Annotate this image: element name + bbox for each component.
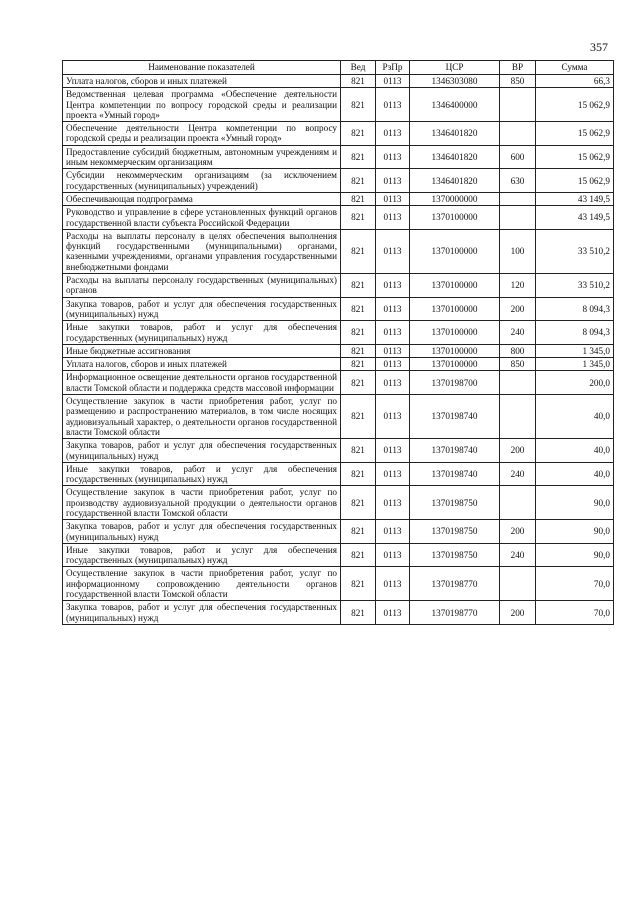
cell-ved: 821 bbox=[341, 75, 376, 88]
cell-rzpr: 0113 bbox=[376, 439, 410, 463]
cell-ved: 821 bbox=[341, 274, 376, 298]
cell-vr: 200 bbox=[500, 520, 536, 544]
cell-vr: 100 bbox=[500, 229, 536, 273]
cell-rzpr: 0113 bbox=[376, 358, 410, 371]
cell-vr: 850 bbox=[500, 358, 536, 371]
cell-name: Иные закупки товаров, работ и услуг для обеспечения государственных (муниципальных) нужд bbox=[63, 321, 341, 345]
table-row bbox=[63, 145, 614, 169]
cell-vr: 630 bbox=[500, 169, 536, 193]
cell-csr: 1370198770 bbox=[410, 601, 500, 625]
cell-name: Закупка товаров, работ и услуг для обеспечения государственных (муниципальных) нужд bbox=[63, 439, 341, 463]
cell-sum: 90,0 bbox=[536, 486, 614, 520]
table-row bbox=[63, 344, 614, 357]
cell-name: Осуществление закупок в части приобретения работ, услуг по размещению и распространению материалов, в том числе носящих аудиовизуальный характер, о деятельности органов государственной власти Томской области bbox=[63, 395, 341, 439]
cell-rzpr: 0113 bbox=[376, 601, 410, 625]
cell-rzpr: 0113 bbox=[376, 486, 410, 520]
cell-vr bbox=[500, 371, 536, 395]
cell-vr bbox=[500, 395, 536, 439]
cell-name: Иные закупки товаров, работ и услуг для обеспечения государственных (муниципальных) нужд bbox=[63, 462, 341, 486]
cell-sum: 1 345,0 bbox=[536, 358, 614, 371]
cell-sum: 15 062,9 bbox=[536, 145, 614, 169]
cell-vr bbox=[500, 206, 536, 230]
table-header-row bbox=[63, 61, 614, 75]
cell-csr: 1370198740 bbox=[410, 462, 500, 486]
cell-sum: 33 510,2 bbox=[536, 274, 614, 298]
cell-csr: 1346401820 bbox=[410, 122, 500, 146]
cell-ved: 821 bbox=[341, 601, 376, 625]
table-row bbox=[63, 543, 614, 567]
cell-ved: 821 bbox=[341, 543, 376, 567]
cell-sum: 90,0 bbox=[536, 520, 614, 544]
cell-csr: 1370198740 bbox=[410, 395, 500, 439]
cell-csr: 1370198750 bbox=[410, 486, 500, 520]
cell-csr: 1370100000 bbox=[410, 344, 500, 357]
table-row bbox=[63, 321, 614, 345]
cell-name: Руководство и управление в сфере установленных функций органов государственной власти субъекта Российской Федерации bbox=[63, 206, 341, 230]
header-sum: Сумма bbox=[536, 61, 614, 75]
cell-rzpr: 0113 bbox=[376, 206, 410, 230]
table-row bbox=[63, 122, 614, 146]
cell-ved: 821 bbox=[341, 206, 376, 230]
cell-rzpr: 0113 bbox=[376, 567, 410, 601]
cell-vr: 240 bbox=[500, 462, 536, 486]
cell-name: Обеспечивающая подпрограмма bbox=[63, 192, 341, 205]
cell-sum: 40,0 bbox=[536, 439, 614, 463]
cell-vr: 120 bbox=[500, 274, 536, 298]
cell-name: Закупка товаров, работ и услуг для обеспечения государственных (муниципальных) нужд bbox=[63, 297, 341, 321]
cell-name: Осуществление закупок в части приобретения работ, услуг по производству аудиовизуальной продукции о деятельности органов государственной власти Томской области bbox=[63, 486, 341, 520]
table-row bbox=[63, 358, 614, 371]
cell-csr: 1370100000 bbox=[410, 206, 500, 230]
cell-ved: 821 bbox=[341, 297, 376, 321]
cell-rzpr: 0113 bbox=[376, 274, 410, 298]
table-row bbox=[63, 567, 614, 601]
cell-ved: 821 bbox=[341, 229, 376, 273]
cell-ved: 821 bbox=[341, 358, 376, 371]
table-row bbox=[63, 486, 614, 520]
table-row bbox=[63, 462, 614, 486]
header-ved: Вед bbox=[341, 61, 376, 75]
cell-csr: 1370198770 bbox=[410, 567, 500, 601]
cell-ved: 821 bbox=[341, 439, 376, 463]
table-row bbox=[63, 274, 614, 298]
cell-name: Субсидии некоммерческим организациям (за исключением государственных (муниципальных) учреждений) bbox=[63, 169, 341, 193]
table-row bbox=[63, 395, 614, 439]
table-row bbox=[63, 88, 614, 122]
table-row bbox=[63, 229, 614, 273]
cell-csr: 1370100000 bbox=[410, 229, 500, 273]
cell-rzpr: 0113 bbox=[376, 543, 410, 567]
table-row bbox=[63, 520, 614, 544]
cell-sum: 40,0 bbox=[536, 395, 614, 439]
table-row bbox=[63, 601, 614, 625]
cell-sum: 43 149,5 bbox=[536, 206, 614, 230]
cell-name: Иные закупки товаров, работ и услуг для обеспечения государственных (муниципальных) нужд bbox=[63, 543, 341, 567]
cell-ved: 821 bbox=[341, 520, 376, 544]
cell-vr: 240 bbox=[500, 321, 536, 345]
cell-name: Обеспечение деятельности Центра компетенции по вопросу городской среды и реализации проекта «Умный город» bbox=[63, 122, 341, 146]
cell-sum: 8 094,3 bbox=[536, 297, 614, 321]
table-body bbox=[63, 75, 614, 625]
cell-vr bbox=[500, 486, 536, 520]
cell-vr: 200 bbox=[500, 439, 536, 463]
cell-csr: 1370100000 bbox=[410, 274, 500, 298]
cell-csr: 1370198740 bbox=[410, 439, 500, 463]
cell-sum: 70,0 bbox=[536, 601, 614, 625]
cell-vr: 200 bbox=[500, 601, 536, 625]
cell-rzpr: 0113 bbox=[376, 75, 410, 88]
cell-vr bbox=[500, 192, 536, 205]
cell-name: Расходы на выплаты персоналу государственных (муниципальных) органов bbox=[63, 274, 341, 298]
cell-ved: 821 bbox=[341, 122, 376, 146]
cell-ved: 821 bbox=[341, 145, 376, 169]
cell-vr bbox=[500, 122, 536, 146]
cell-rzpr: 0113 bbox=[376, 321, 410, 345]
header-name: Наименование показателей bbox=[63, 61, 341, 75]
cell-name: Уплата налогов, сборов и иных платежей bbox=[63, 358, 341, 371]
cell-ved: 821 bbox=[341, 321, 376, 345]
header-rzpr: РзПр bbox=[376, 61, 410, 75]
cell-sum: 8 094,3 bbox=[536, 321, 614, 345]
cell-csr: 1370100000 bbox=[410, 297, 500, 321]
cell-sum: 66,3 bbox=[536, 75, 614, 88]
cell-rzpr: 0113 bbox=[376, 122, 410, 146]
cell-csr: 1370198700 bbox=[410, 371, 500, 395]
cell-rzpr: 0113 bbox=[376, 297, 410, 321]
table-row bbox=[63, 371, 614, 395]
table-row bbox=[63, 439, 614, 463]
table-row bbox=[63, 169, 614, 193]
cell-sum: 15 062,9 bbox=[536, 122, 614, 146]
cell-csr: 1346303080 bbox=[410, 75, 500, 88]
cell-rzpr: 0113 bbox=[376, 371, 410, 395]
cell-csr: 1370198750 bbox=[410, 543, 500, 567]
cell-name: Уплата налогов, сборов и иных платежей bbox=[63, 75, 341, 88]
cell-csr: 1346400000 bbox=[410, 88, 500, 122]
cell-csr: 1346401820 bbox=[410, 169, 500, 193]
cell-name: Ведомственная целевая программа «Обеспечение деятельности Центра компетенции по вопросу городской среды и реализации проекта «Умный город» bbox=[63, 88, 341, 122]
table-row bbox=[63, 75, 614, 88]
cell-vr: 200 bbox=[500, 297, 536, 321]
page-number: 357 bbox=[590, 40, 608, 54]
cell-rzpr: 0113 bbox=[376, 395, 410, 439]
header-csr: ЦСР bbox=[410, 61, 500, 75]
cell-vr: 240 bbox=[500, 543, 536, 567]
cell-ved: 821 bbox=[341, 462, 376, 486]
cell-ved: 821 bbox=[341, 371, 376, 395]
cell-csr: 1370100000 bbox=[410, 358, 500, 371]
cell-rzpr: 0113 bbox=[376, 520, 410, 544]
cell-ved: 821 bbox=[341, 395, 376, 439]
cell-vr: 600 bbox=[500, 145, 536, 169]
cell-csr: 1370000000 bbox=[410, 192, 500, 205]
cell-sum: 33 510,2 bbox=[536, 229, 614, 273]
cell-rzpr: 0113 bbox=[376, 88, 410, 122]
cell-vr bbox=[500, 88, 536, 122]
cell-sum: 43 149,5 bbox=[536, 192, 614, 205]
cell-rzpr: 0113 bbox=[376, 344, 410, 357]
cell-ved: 821 bbox=[341, 567, 376, 601]
cell-ved: 821 bbox=[341, 192, 376, 205]
cell-sum: 200,0 bbox=[536, 371, 614, 395]
cell-ved: 821 bbox=[341, 344, 376, 357]
cell-sum: 15 062,9 bbox=[536, 88, 614, 122]
table-row bbox=[63, 192, 614, 205]
cell-rzpr: 0113 bbox=[376, 169, 410, 193]
cell-ved: 821 bbox=[341, 88, 376, 122]
table-row bbox=[63, 206, 614, 230]
cell-name: Осуществление закупок в части приобретения работ, услуг по информационному сопровождению деятельности органов государственной власти Томской области bbox=[63, 567, 341, 601]
cell-vr: 800 bbox=[500, 344, 536, 357]
cell-rzpr: 0113 bbox=[376, 462, 410, 486]
cell-csr: 1370198750 bbox=[410, 520, 500, 544]
cell-rzpr: 0113 bbox=[376, 229, 410, 273]
cell-name: Предоставление субсидий бюджетным, автономным учреждениям и иным некоммерческим организациям bbox=[63, 145, 341, 169]
cell-name: Закупка товаров, работ и услуг для обеспечения государственных (муниципальных) нужд bbox=[63, 520, 341, 544]
cell-rzpr: 0113 bbox=[376, 145, 410, 169]
cell-name: Закупка товаров, работ и услуг для обеспечения государственных (муниципальных) нужд bbox=[63, 601, 341, 625]
table-row bbox=[63, 297, 614, 321]
cell-ved: 821 bbox=[341, 486, 376, 520]
cell-sum: 15 062,9 bbox=[536, 169, 614, 193]
header-vr: ВР bbox=[500, 61, 536, 75]
cell-name: Информационное освещение деятельности органов государственной власти Томской области и поддержка средств массовой информации bbox=[63, 371, 341, 395]
cell-rzpr: 0113 bbox=[376, 192, 410, 205]
cell-ved: 821 bbox=[341, 169, 376, 193]
cell-name: Расходы на выплаты персоналу в целях обеспечения выполнения функций государственными (муниципальными) органами, казенными учреждениями, органами управления государственными внебюджетными фондами bbox=[63, 229, 341, 273]
cell-sum: 90,0 bbox=[536, 543, 614, 567]
cell-csr: 1370100000 bbox=[410, 321, 500, 345]
cell-vr: 850 bbox=[500, 75, 536, 88]
cell-sum: 1 345,0 bbox=[536, 344, 614, 357]
cell-sum: 70,0 bbox=[536, 567, 614, 601]
cell-csr: 1346401820 bbox=[410, 145, 500, 169]
budget-table bbox=[62, 60, 614, 625]
cell-name: Иные бюджетные ассигнования bbox=[63, 344, 341, 357]
cell-sum: 40,0 bbox=[536, 462, 614, 486]
cell-vr bbox=[500, 567, 536, 601]
